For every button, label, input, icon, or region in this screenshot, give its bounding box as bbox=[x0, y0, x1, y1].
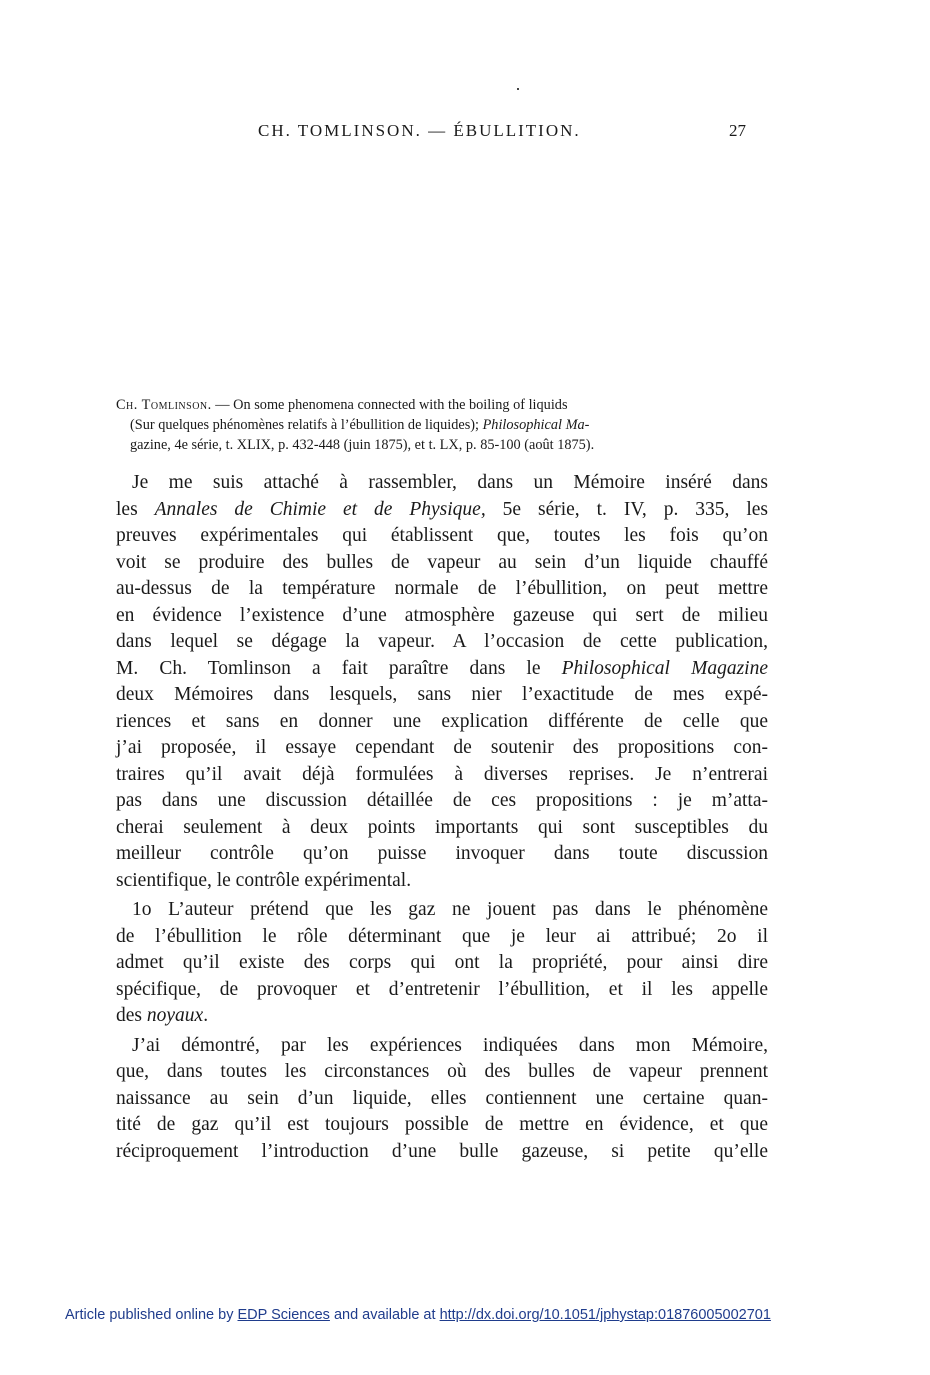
doi-link[interactable]: http://dx.doi.org/10.1051/jphystap:01876005002701 bbox=[439, 1307, 771, 1323]
reference-line-3: gazine, 4e série, t. XLIX, p. 432-448 (juin 1875), et t. LX, p. 85-100 (août 1875). bbox=[130, 437, 595, 453]
journal-title: Annales de Chimie et de Physique, bbox=[154, 498, 486, 520]
stray-dot bbox=[517, 88, 519, 90]
reference-author: Ch. Tomlinson. bbox=[116, 397, 212, 413]
journal-title: Philosophical Magazine bbox=[561, 657, 768, 679]
paragraph-1: Je me suis attaché à rassembler, dans un Mémoire inséré dans les Annales de Chimie et de Physique, 5e série, t. IV, p. 335, les preuves expérimentales qui établissent que, toutes les fois qu’on voit se produire des bulles de vapeur au sein d’un liquide chauffé au-dessus de la température normale de l’ébullition, on peut mettre en évidence l’existence d’une atmosphère gazeuse qui sert de milieu dans lequel se dégage la vapeur. A l’occasion de cette publication, M. Ch. Tomlinson a fait paraître dans le Philosophical Magazine deux Mémoires dans lesquels, sans nier l’exactitude de mes expé- riences et sans en donner une explication différente de celle que j’ai proposée, il essaye cependant de soutenir des propositions con- traires qu’il avait déjà formulées à diverses reprises. Je n’entrerai pas dans une discussion détaillée de ces propositions : je m’atta- cherai seulement à deux points importants qui sont susceptibles du meilleur contrôle qu’on puisse invoquer dans toute discussion scientifique, le contrôle expérimental. bbox=[116, 472, 769, 891]
running-head bbox=[0, 121, 930, 143]
running-head-title: CH. TOMLINSON. — ÉBULLITION. bbox=[258, 121, 581, 140]
reference-journal: Philosophical Ma- bbox=[482, 417, 590, 433]
paragraph-2: 1o L’auteur prétend que les gaz ne jouent pas dans le phénomène de l’ébullition le rôle déterminant que je leur ai attribué; 2o il admet qu’il existe des corps qui ont la propriété, pour ainsi dire spécifique, de provoquer et d’entretenir l’ébullition, et il les appelle des noyaux. bbox=[116, 899, 768, 1026]
page-number: 27 bbox=[729, 121, 746, 140]
publication-footer: Article published online by EDP Sciences and available at http://dx.doi.org/10.1051/jphystap:01876005002701 bbox=[65, 1307, 771, 1323]
article-body bbox=[116, 470, 768, 1165]
edp-sciences-link[interactable]: EDP Sciences bbox=[237, 1307, 330, 1323]
term-noyaux: noyaux bbox=[146, 1005, 204, 1026]
paragraph-3: J’ai démontré, par les expériences indiquées dans mon Mémoire, que, dans toutes les circonstances où des bulles de vapeur prennent naissance au sein d’un liquide, elles contiennent une certaine quan- tité de gaz qu’il est toujours possible de mettre en évidence, et que réciproquement l’introduction d’une bulle gazeuse, si petite qu’elle bbox=[116, 1034, 768, 1162]
bibliographic-reference bbox=[116, 395, 766, 455]
reference-line-2: (Sur quelques phénomènes relatifs à l’ébullition de liquides); Philosophical Ma- bbox=[130, 417, 590, 433]
reference-line-1: Ch. Tomlinson. — On some phenomena connected with the boiling of liquids bbox=[116, 397, 568, 413]
